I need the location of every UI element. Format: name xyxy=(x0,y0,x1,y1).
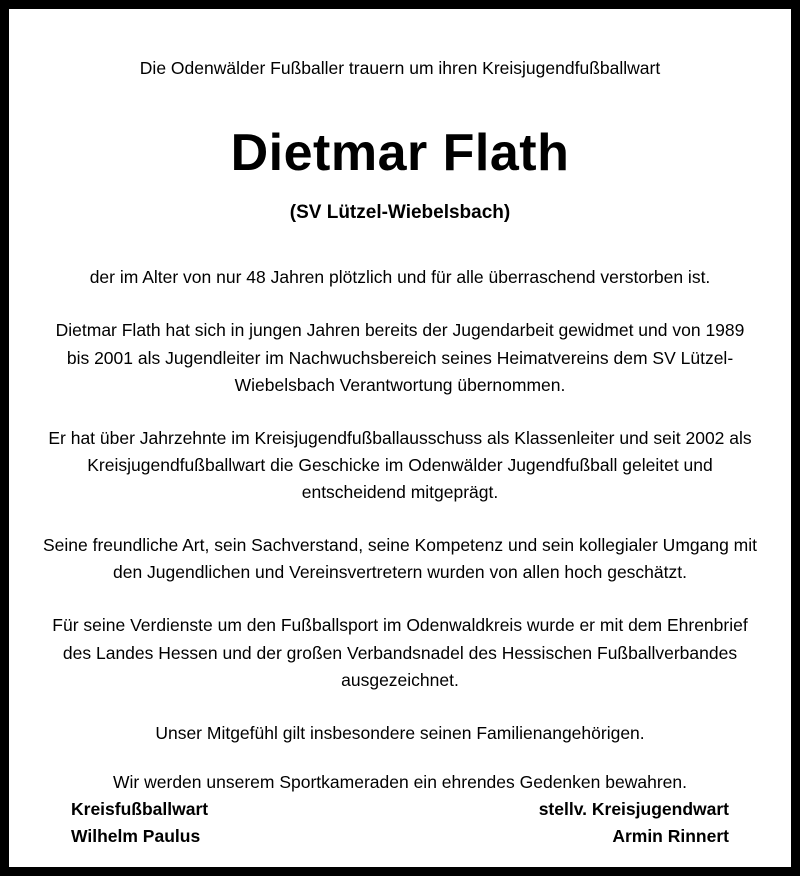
tribute-paragraph-4: Seine freundliche Art, sein Sachverstand, seine Kompetenz und sein kollegialer Umgang mit den Jugendlichen und Vereinsvertretern wurden von allen hoch geschätzt. xyxy=(43,535,758,583)
deceased-name: Dietmar Flath xyxy=(230,123,570,182)
tribute-paragraph-2: Dietmar Flath hat sich in jungen Jahren bereits der Jugendarbeit gewidmet und von 1989 bis 2001 als Jugendleiter im Nachwuchsbereich seines Heimatvereins dem SV Lützel-Wiebelsbach Verantwortung übernommen. xyxy=(55,320,745,395)
signature-left-role: Kreisfußballwart xyxy=(71,799,209,820)
signature-right-person: Armin Rinnert xyxy=(612,826,729,847)
club-affiliation: (SV Lützel-Wiebelsbach) xyxy=(289,202,511,224)
signature-block xyxy=(43,796,757,868)
signature-left xyxy=(43,796,208,850)
tribute-paragraph-6: Unser Mitgefühl gilt insbesondere seinen Familienangehörigen. xyxy=(155,722,645,743)
signature-right-role: stellv. Kreisjugendwart xyxy=(538,799,729,820)
signature-left-person: Wilhelm Paulus xyxy=(71,826,201,847)
tribute-paragraph-5: Für seine Verdienste um den Fußballsport im Odenwaldkreis wurde er mit dem Ehrenbrief des Landes Hessen und der großen Verbandsnadel des Hessischen Fußballverbandes ausgezeichnet. xyxy=(52,615,748,690)
signature-right xyxy=(539,796,757,850)
tribute-paragraph-7: Wir werden unserem Sportkameraden ein ehrendes Gedenken bewahren. xyxy=(113,771,687,792)
tribute-paragraph-1: der im Alter von nur 48 Jahren plötzlich und für alle überraschend verstorben ist. xyxy=(89,267,711,288)
tribute-paragraph-3: Er hat über Jahrzehnte im Kreisjugendfußballausschuss als Klassenleiter und seit 2002 als Kreisjugendfußballwart die Geschicke im Odenwälder Jugendfußball geleitet und entscheidend mitgeprägt. xyxy=(48,427,752,503)
intro-text: Die Odenwälder Fußballer trauern um ihren Kreisjugendfußballwart xyxy=(139,58,661,78)
